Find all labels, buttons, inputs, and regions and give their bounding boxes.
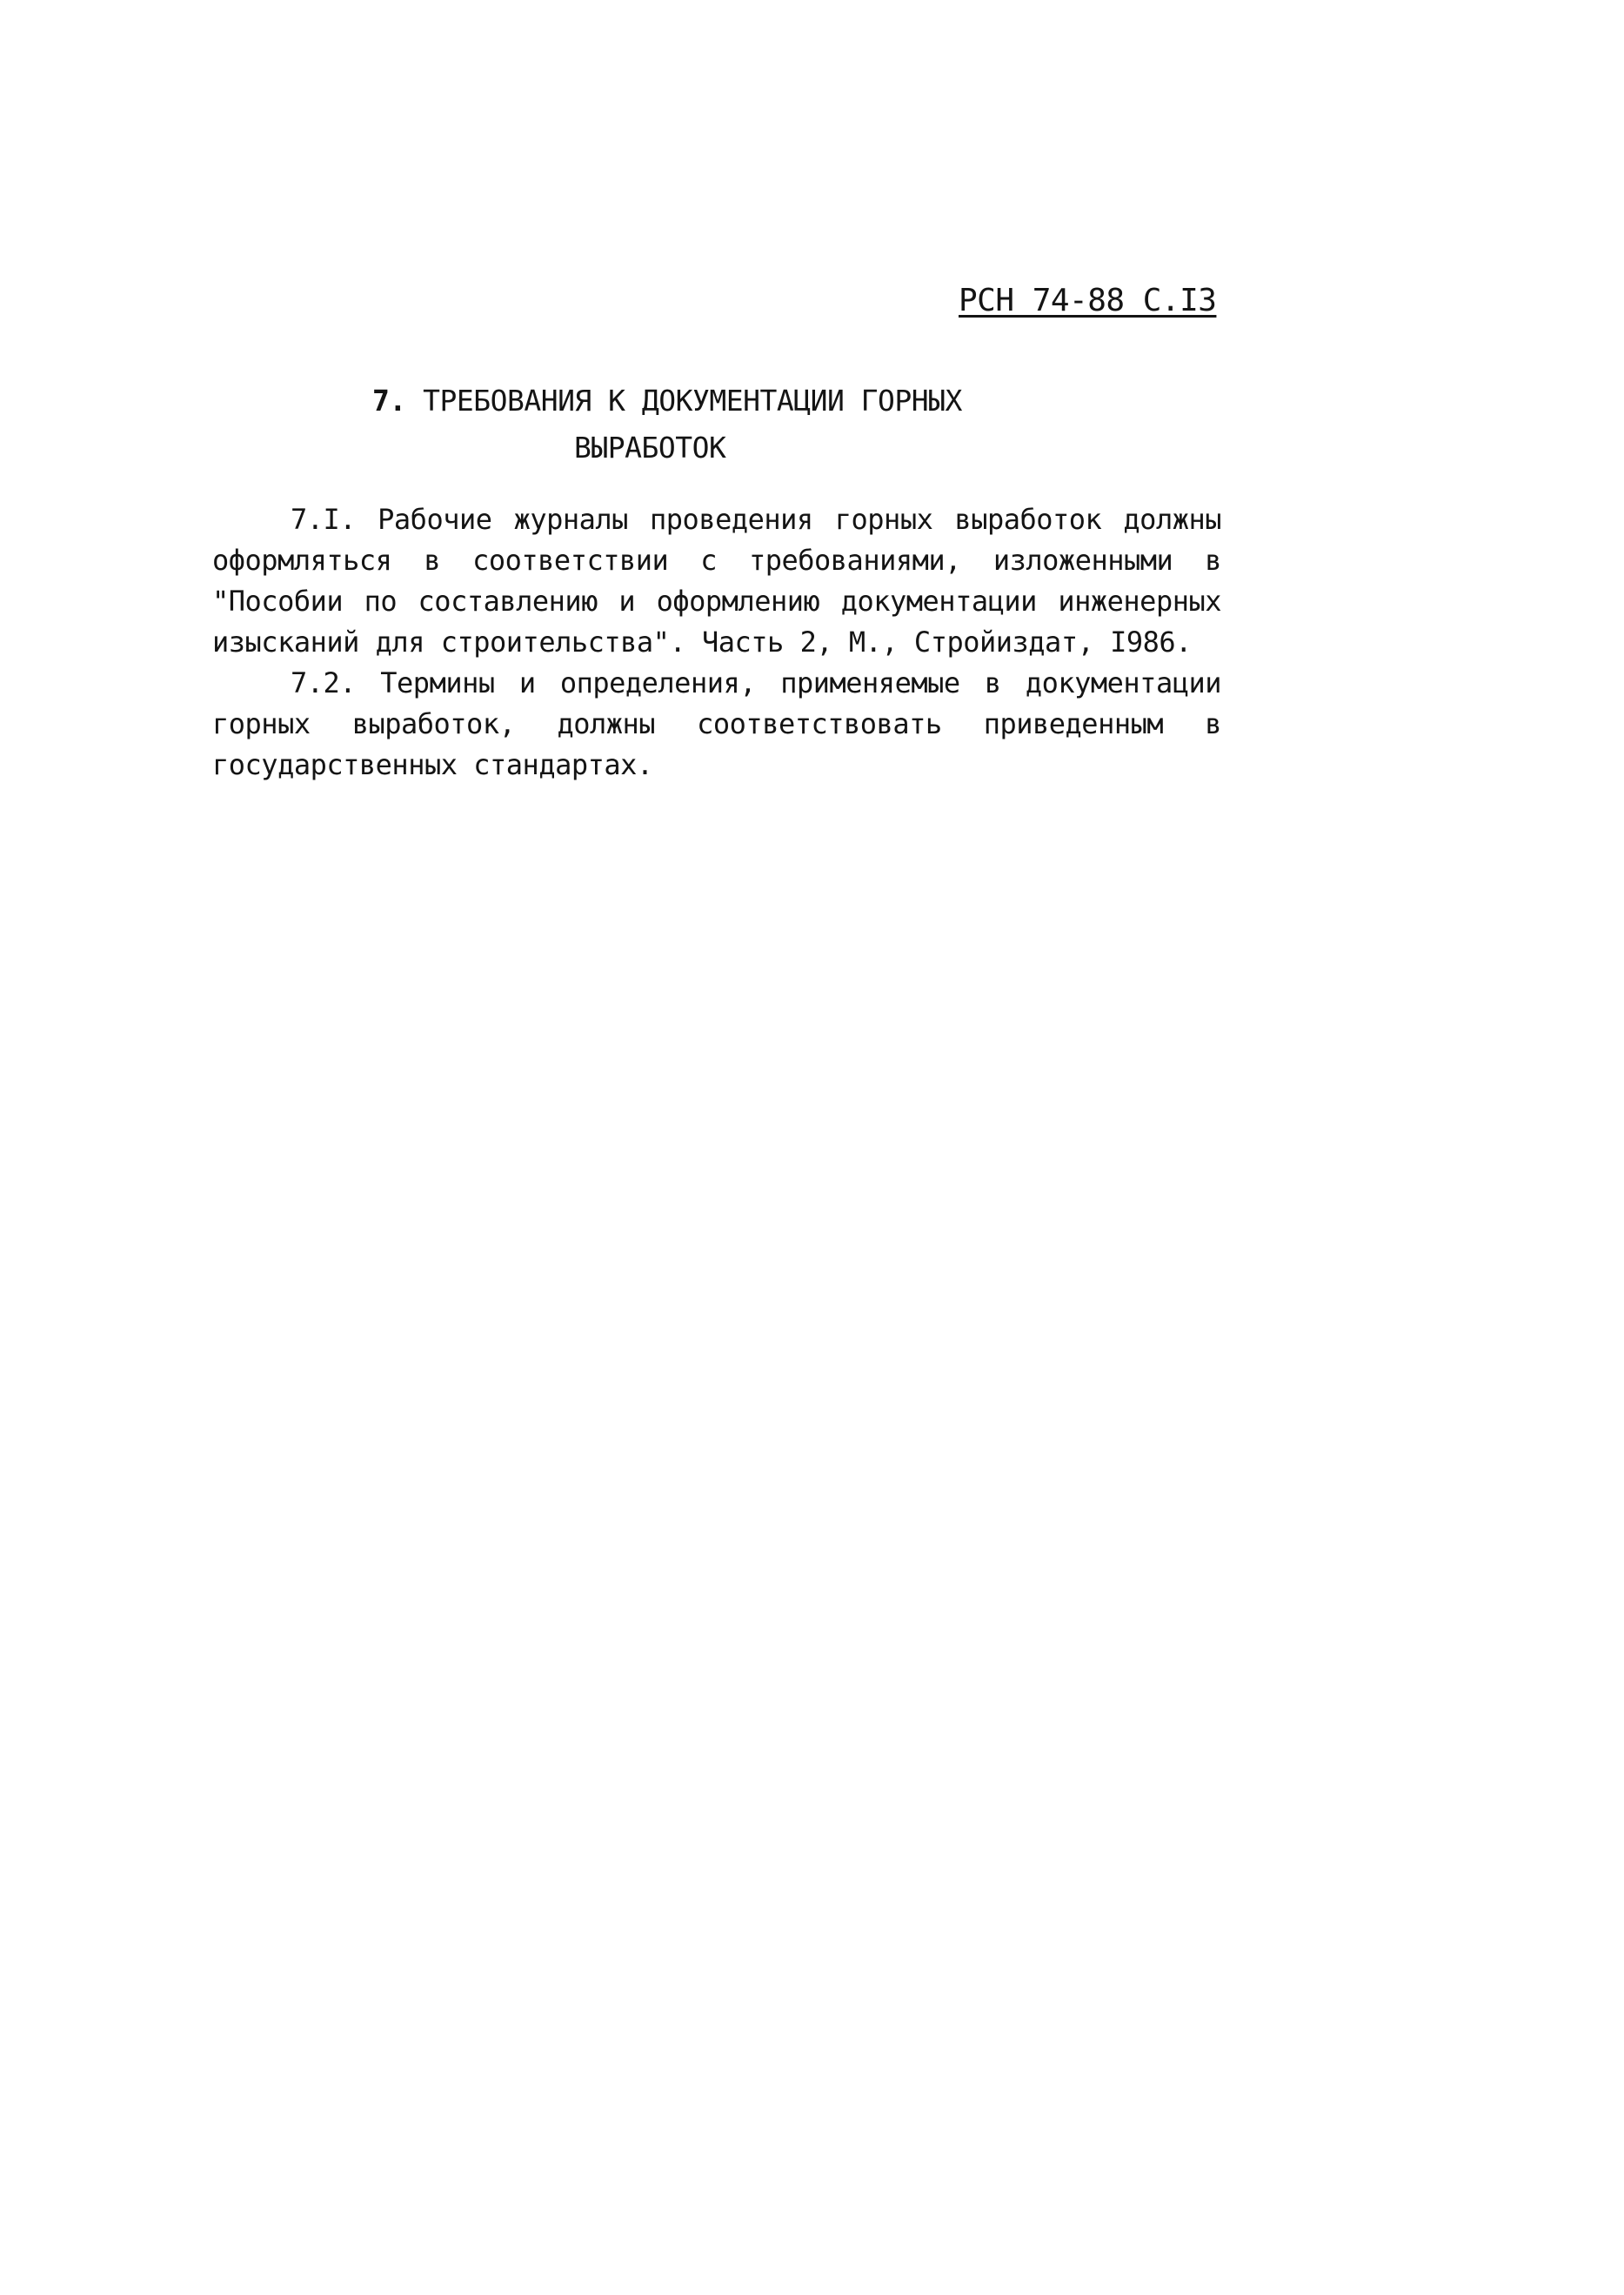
paragraph-7-1: 7.I. Рабочие журналы проведения горных выработок должны оформляться в соответствии с требованиями, изложенными в "Пособии по составлению и оформлению документации инженерных изысканий для строительства". Часть 2, М., Стройиздат, I986. — [212, 503, 1221, 659]
paragraph-7-2: 7.2. Термины и определения, применяемые в документации горных выработок, должны соответствовать приведенным в государственных стандартах. — [212, 666, 1221, 781]
section-title-text: ТРЕБОВАНИЯ К ДОКУМЕНТАЦИИ ГОРНЫХ — [423, 384, 962, 418]
section-number: 7. — [372, 384, 406, 418]
section-heading-line2: ВЫРАБОТОК — [574, 431, 726, 465]
document-code-header: РСН 74-88 С.I3 — [959, 283, 1217, 318]
section-heading — [372, 378, 962, 472]
section-heading-line1 — [372, 378, 962, 425]
section-body — [212, 499, 1221, 786]
